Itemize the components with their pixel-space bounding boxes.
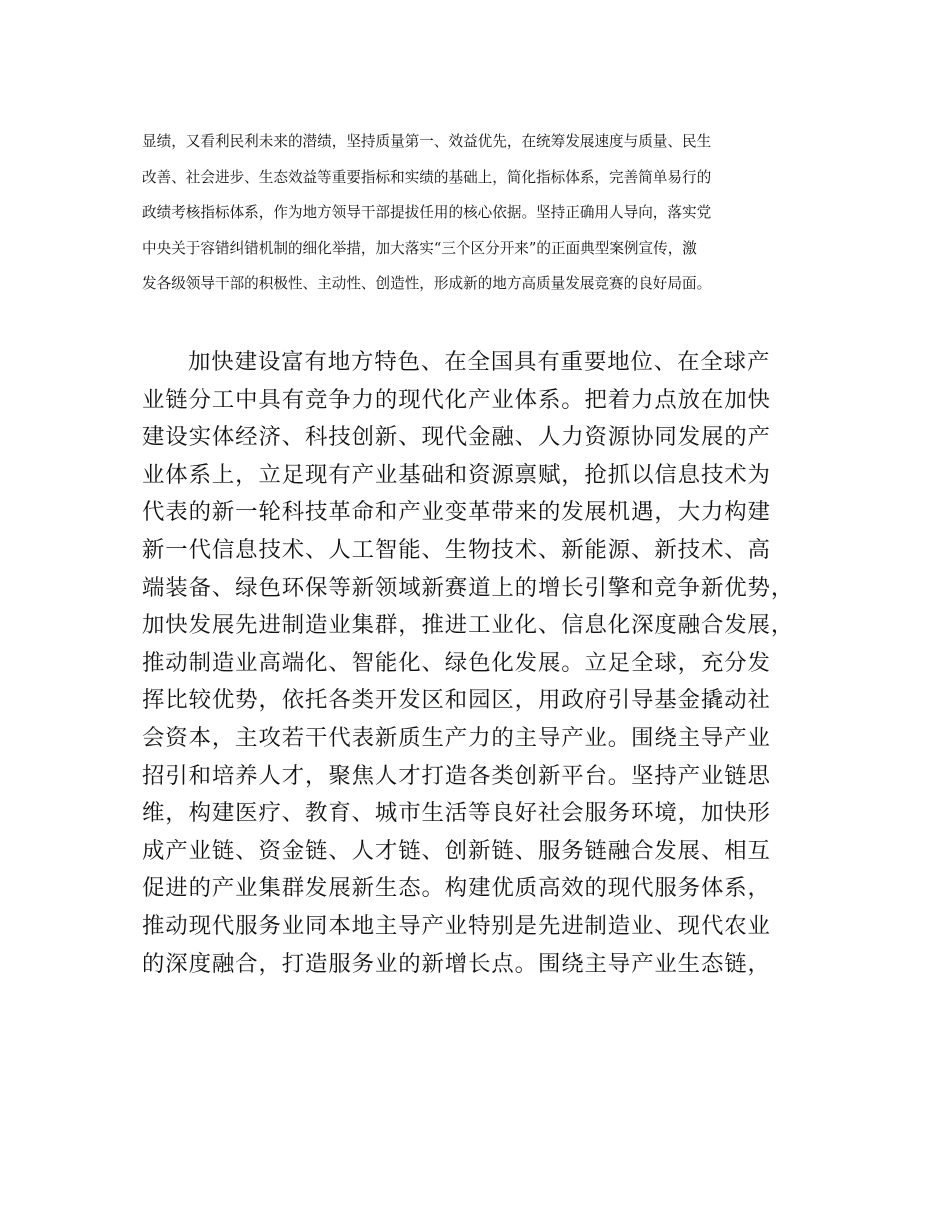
text-line: 代表的新一轮科技革命和产业变革带来的发展机遇，大力构建 [142, 499, 771, 526]
text-line: 显绩，又看利民利未来的潜绩，坚持质量第一、效益优先，在统筹发展速度与质量、民生 [142, 133, 712, 150]
text-line: 推动现代服务业同本地主导产业特别是先进制造业、现代农业 [142, 912, 771, 939]
text-line: 推动制造业高端化、智能化、绿色化发展。立足全球，充分发 [142, 649, 771, 676]
text-line: 成产业链、资金链、人才链、创新链、服务链融合发展、相互 [142, 837, 771, 864]
text-line: 端装备、绿色环保等新领域新赛道上的增长引擎和竞争新优势， [142, 574, 795, 601]
text-line: 挥比较优势，依托各类开发区和园区，用政府引导基金撬动社 [142, 687, 771, 714]
text-line: 发各级领导干部的积极性、主动性、创造性，形成新的地方高质量发展竞赛的良好局面。 [142, 275, 712, 292]
text-line: 业体系上，立足现有产业基础和资源禀赋，抢抓以信息技术为 [142, 461, 771, 488]
text-line: 招引和培养人才，聚焦人才打造各类创新平台。坚持产业链思 [142, 762, 771, 789]
text-line: 新一代信息技术、人工智能、生物技术、新能源、新技术、高 [142, 536, 771, 563]
text-line: 加快发展先进制造业集群，推进工业化、信息化深度融合发展， [142, 612, 795, 639]
paragraph-industry-system [142, 344, 822, 983]
paragraph-continued [142, 124, 812, 302]
text-line: 维，构建医疗、教育、城市生活等良好社会服务环境，加快形 [142, 800, 771, 827]
text-line: 改善、社会进步、生态效益等重要指标和实绩的基础上，简化指标体系，完善简单易行的 [142, 168, 712, 186]
text-line: 会资本，主攻若干代表新质生产力的主导产业。围绕主导产业 [142, 724, 771, 751]
text-line: 政绩考核指标体系，作为地方领导干部提拔任用的核心依据。坚持正确用人导向，落实党 [142, 204, 712, 221]
text-line: 建设实体经济、科技创新、现代金融、人力资源协同发展的产 [142, 424, 771, 451]
text-line: 中央关于容错纠错机制的细化举措，加大落实“三个区分开来”的正面典型案例宣传，激 [142, 239, 697, 257]
text-line: 业链分工中具有竞争力的现代化产业体系。把着力点放在加快 [142, 386, 771, 413]
text-line: 的深度融合，打造服务业的新增长点。围绕主导产业生态链， [142, 950, 771, 977]
text-line: 加快建设富有地方特色、在全国具有重要地位、在全球产 [188, 349, 771, 375]
text-line: 促进的产业集群发展新生态。构建优质高效的现代服务体系， [142, 875, 771, 902]
